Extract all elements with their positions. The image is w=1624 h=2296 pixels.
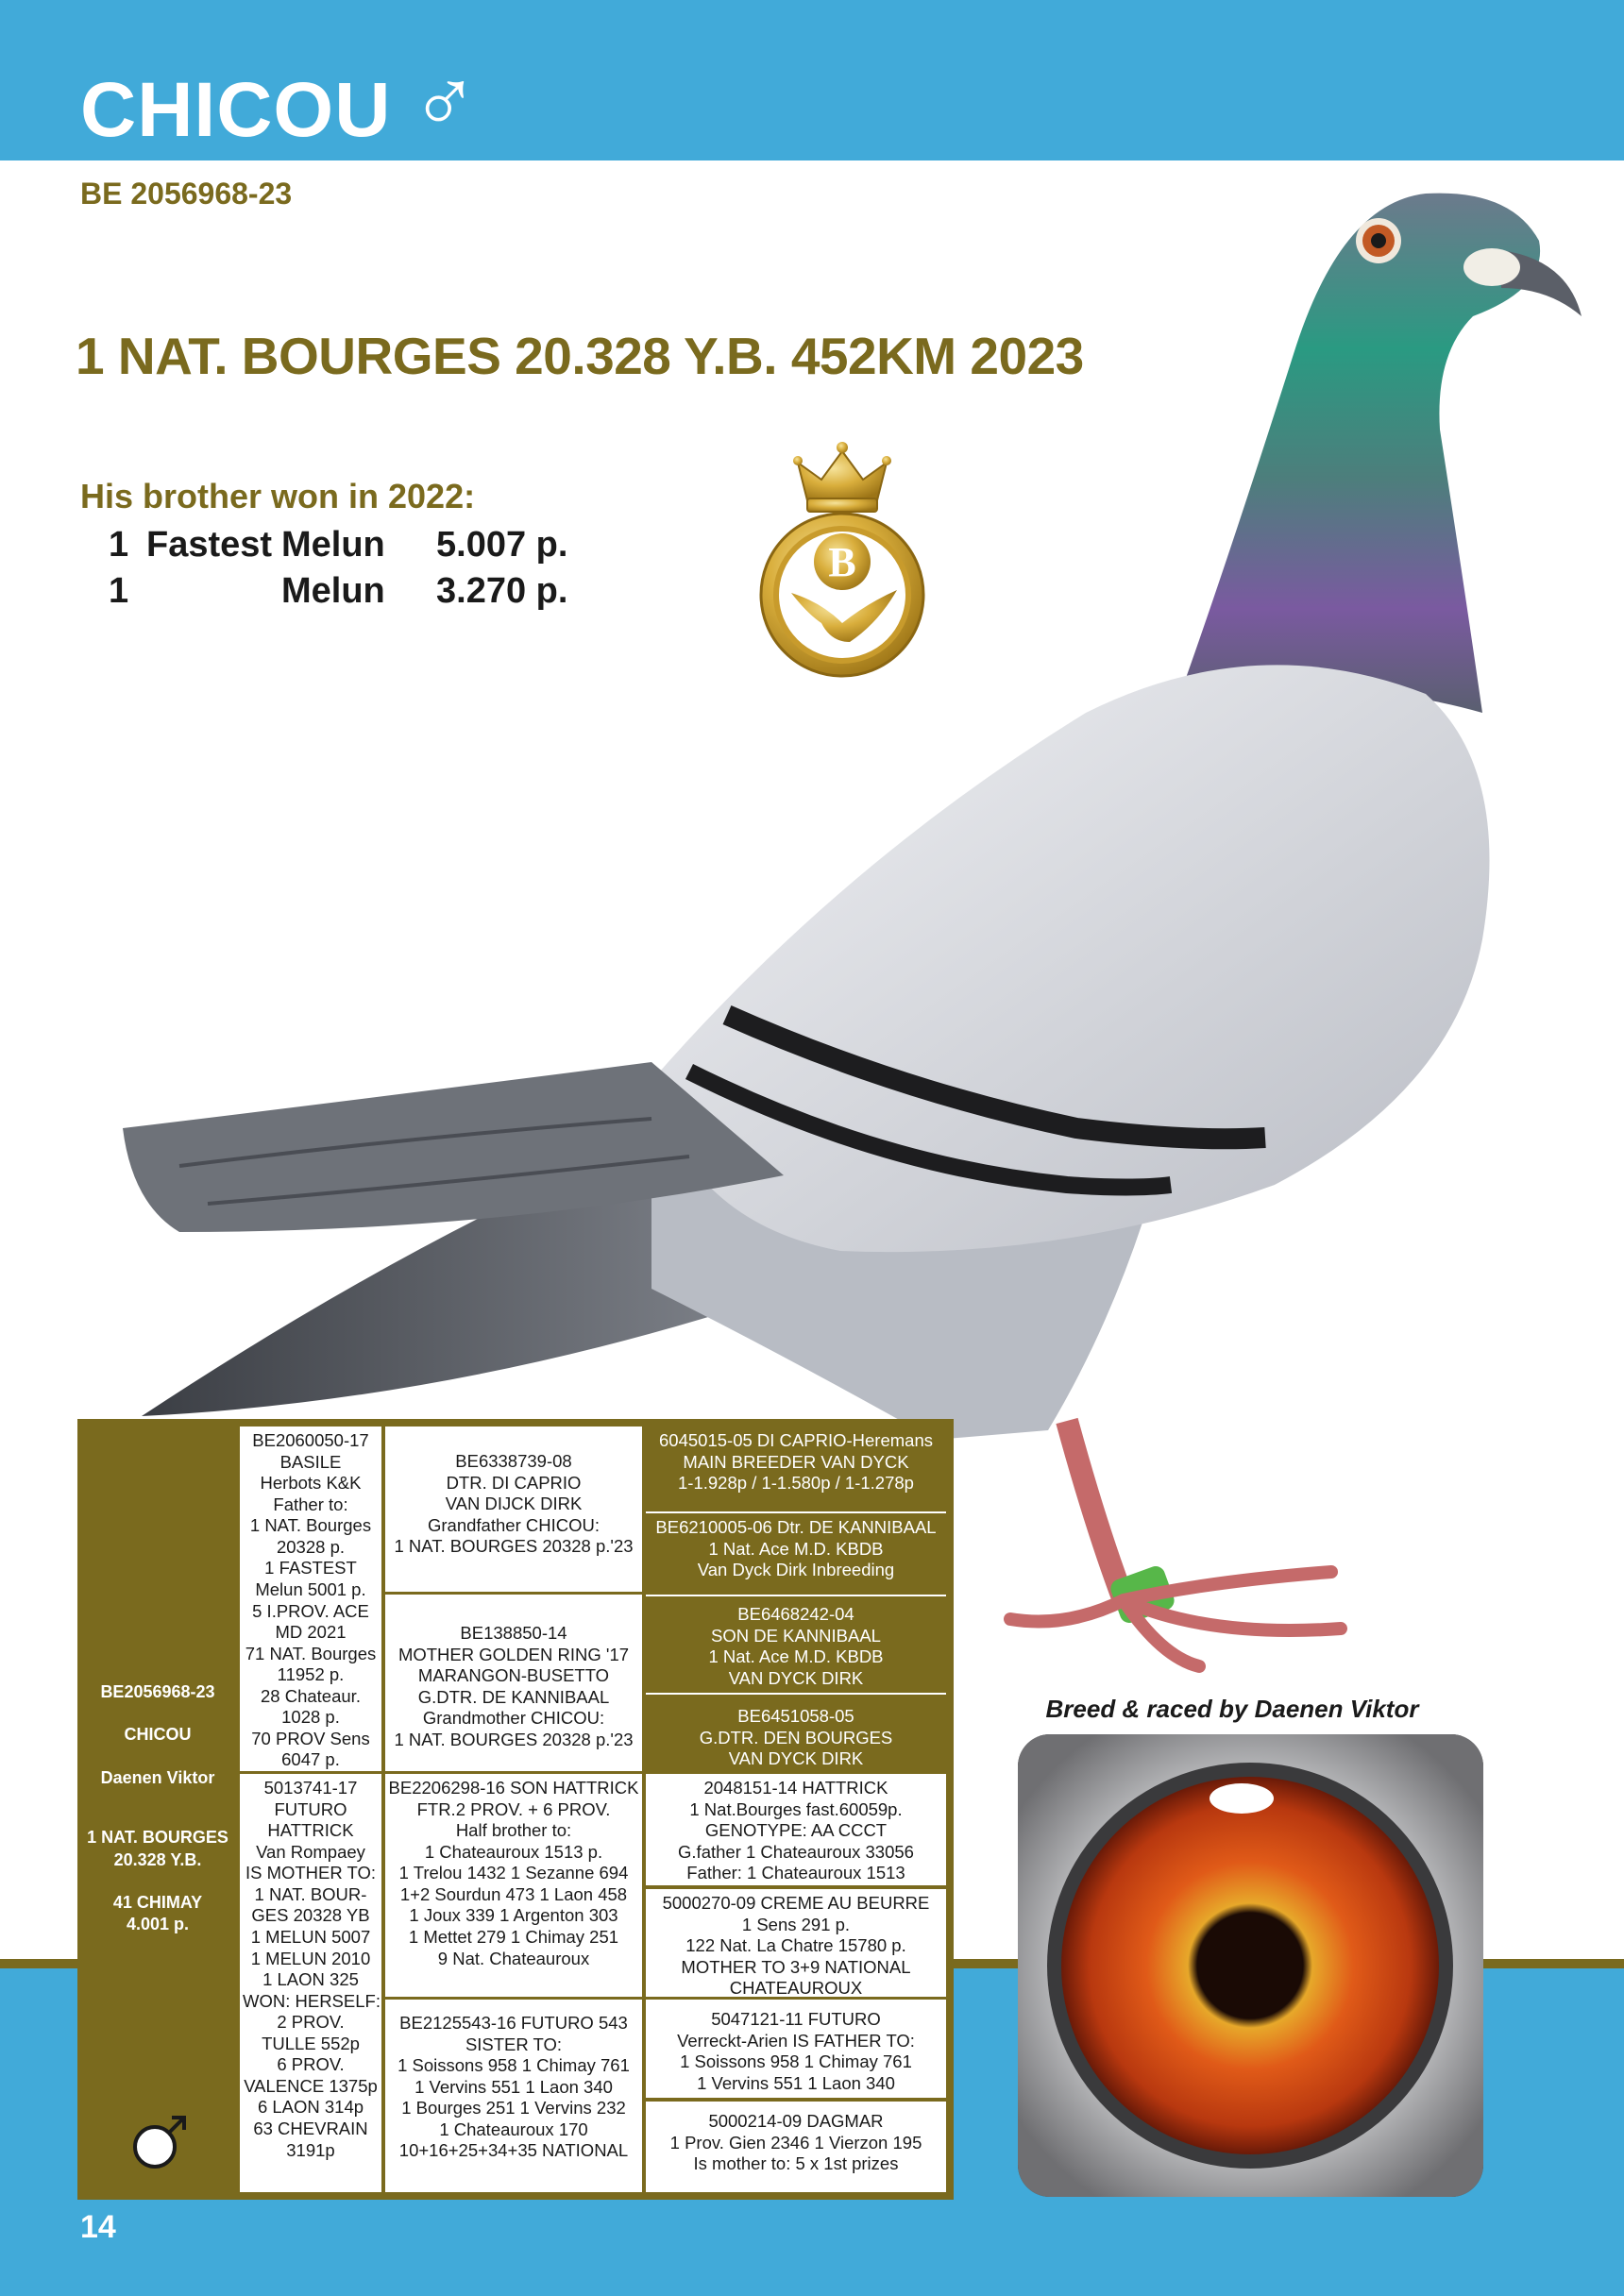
subject-result: 41 CHIMAY xyxy=(112,1892,203,1912)
paternal-grandfather-cell: BE6338739-08 DTR. DI CAPRIO VAN DIJCK DIRK Grandfather CHICOU: 1 NAT. BOURGES 20328 p.'23 xyxy=(385,1427,642,1592)
subject-column xyxy=(77,1681,238,1936)
breeder-credit: Breed & raced by Daenen Viktor xyxy=(1045,1695,1419,1723)
brother-race: Melun xyxy=(281,571,385,611)
brother-place: 1 xyxy=(109,571,129,611)
subject-result: 20.328 Y.B. xyxy=(113,1849,202,1869)
pedigree-table xyxy=(77,1419,954,2200)
page-number: 14 xyxy=(80,2209,116,2245)
pigeon-name: CHICOU xyxy=(80,67,392,153)
maternal-grandfather-cell: BE2206298-16 SON HATTRICK FTR.2 PROV. + 6 PROV. Half brother to: 1 Chateauroux 1513 p. 1 Trelou 1432 1 Sezanne 694 1+2 Sourdun 473 1 Laon 458 1 Joux 339 1 Argenton 303 1 Mettet 279 1 Chimay 251 9 Nat. Chateauroux xyxy=(385,1774,642,1997)
great-grandparent-cell: BE6468242-04 SON DE KANNIBAAL 1 Nat. Ace M.D. KBDB VAN DYCK DIRK xyxy=(646,1595,946,1691)
brother-birds: 3.270 p. xyxy=(436,571,568,611)
father-cell: BE2060050-17 BASILE Herbots K&K Father to: 1 NAT. Bourges 20328 p. 1 FASTEST Melun 5001 p. 5 I.PROV. ACE MD 2021 71 NAT. Bourges 11952 p. 28 Chateaur. 1028 p. 70 PROV Sens 6047 p. xyxy=(240,1427,381,1771)
subject-result: 4.001 p. xyxy=(126,1915,190,1934)
ring-number: BE 2056968-23 xyxy=(80,177,293,211)
logo-letter: B xyxy=(828,539,856,585)
maternal-grandmother-cell: BE2125543-16 FUTURO 543 SISTER TO: 1 Soissons 958 1 Chimay 761 1 Vervins 551 1 Laon 340 1 Bourges 251 1 Vervins 232 1 Chateauroux 170 10+16+25+34+35 NATIONAL xyxy=(385,2000,642,2192)
male-icon: ♂ xyxy=(411,51,479,152)
great-grandparent-cell: 6045015-05 DI CAPRIO-Heremans MAIN BREEDER VAN DYCK 1-1.928p / 1-1.580p / 1-1.278p xyxy=(646,1427,946,1510)
great-grandparent-cell: 5047121-11 FUTURO Verreckt-Arien IS FATHER TO: 1 Soissons 958 1 Chimay 761 1 Vervins 551 1 Laon 340 xyxy=(646,2000,946,2098)
male-icon xyxy=(132,2113,189,2169)
subject-owner: Daenen Viktor xyxy=(100,1767,215,1787)
brother-place: 1 xyxy=(109,525,129,565)
brother-title: His brother won in 2022: xyxy=(80,477,476,515)
great-grandparent-cell: 2048151-14 HATTRICK 1 Nat.Bourges fast.60059p. GENOTYPE: AA CCCT G.father 1 Chateauroux 33056 Father: 1 Chateauroux 1513 xyxy=(646,1774,946,1885)
headline: 1 NAT. BOURGES 20.328 Y.B. 452KM 2023 xyxy=(76,327,1084,385)
great-grandparent-cell: BE6451058-05 G.DTR. DEN BOURGES VAN DYCK DIRK xyxy=(646,1693,946,1771)
paternal-grandmother-cell: BE138850-14 MOTHER GOLDEN RING '17 MARANGON-BUSETTO G.DTR. DE KANNIBAAL Grandmother CHICOU: 1 NAT. BOURGES 20328 p.'23 xyxy=(385,1595,642,1771)
great-grandparent-cell: BE6210005-06 Dtr. DE KANNIBAAL 1 Nat. Ace M.D. KBDB Van Dyck Dirk Inbreeding xyxy=(646,1511,946,1593)
subject-ring: BE2056968-23 xyxy=(100,1682,215,1701)
brother-race: Melun xyxy=(281,525,385,565)
great-grandparent-cell: 5000270-09 CREME AU BEURRE 1 Sens 291 p. 122 Nat. La Chatre 15780 p. MOTHER TO 3+9 NATIONAL CHATEAUROUX xyxy=(646,1887,946,1997)
subject-name: CHICOU xyxy=(124,1725,192,1745)
great-grandparent-cell: 5000214-09 DAGMAR 1 Prov. Gien 2346 1 Vierzon 195 Is mother to: 5 x 1st prizes xyxy=(646,2100,946,2192)
brother-birds: 5.007 p. xyxy=(436,525,568,565)
mother-cell: 5013741-17 FUTURO HATTRICK Van Rompaey IS MOTHER TO: 1 NAT. BOUR- GES 20328 YB 1 MELUN 5007 1 MELUN 2010 1 LAON 325 WON: HERSELF: 2 PROV. TULLE 552p 6 PROV. VALENCE 1375p 6 LAON 314p 63 CHEVRAIN 3191p xyxy=(240,1774,381,2192)
subject-result: 1 NAT. BOURGES xyxy=(87,1828,228,1848)
brother-type: Fastest xyxy=(146,525,273,565)
eye-photo xyxy=(1018,1734,1483,2197)
